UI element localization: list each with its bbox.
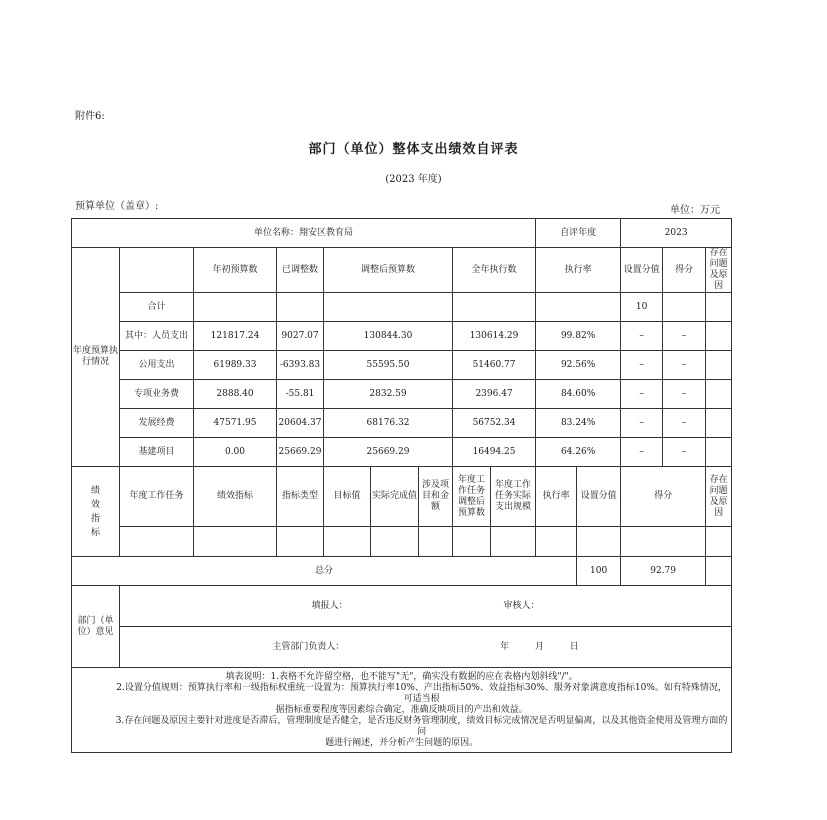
budget-row-score: –: [663, 409, 706, 438]
budget-row-executed: 51460.77: [453, 351, 536, 380]
total-weight: 100: [577, 557, 621, 586]
budget-row-rate: 92.56%: [536, 351, 621, 380]
perf-cell: [277, 527, 324, 557]
budget-row-initial: 47571.95: [194, 409, 277, 438]
budget-row-issue: [706, 351, 732, 380]
performance-section-label: 绩效指标: [72, 467, 120, 557]
perf-header-target: 目标值: [324, 467, 371, 527]
perf-header-weight: 设置分值: [577, 467, 621, 527]
budget-row-weight: –: [621, 351, 663, 380]
eval-year-label: 自评年度: [536, 219, 621, 248]
performance-header-row: [72, 467, 732, 527]
budget-row-adjusted: 25669.29: [277, 438, 324, 467]
date-year-char: 年: [500, 641, 510, 652]
opinion-leader: [120, 627, 732, 668]
budget-row-weight: –: [621, 322, 663, 351]
budget-row-rate: 84.60%: [536, 380, 621, 409]
budget-row-after: 25669.29: [324, 438, 453, 467]
budget-row: [72, 351, 732, 380]
budget-row-score: [663, 293, 706, 322]
budget-row-after: 55595.50: [324, 351, 453, 380]
budget-row-label: 专项业务费: [120, 380, 194, 409]
perf-header-actual: 实际完成值: [371, 467, 419, 527]
budget-item-header: [120, 248, 194, 293]
perf-cell: [706, 527, 732, 557]
budget-row-after: 2832.59: [324, 380, 453, 409]
budget-row-weight: –: [621, 380, 663, 409]
budget-row-adjusted: [277, 293, 324, 322]
perf-cell: [419, 527, 453, 557]
budget-row-initial: 0.00: [194, 438, 277, 467]
budget-row-weight: 10: [621, 293, 663, 322]
budget-row: [72, 380, 732, 409]
opinion-row-1: [72, 586, 732, 627]
budget-row: [72, 322, 732, 351]
budget-row-issue: [706, 409, 732, 438]
budget-row-weight: –: [621, 409, 663, 438]
filler-label: 填报人：: [311, 600, 348, 611]
budget-row-initial: 2888.40: [194, 380, 277, 409]
note-line-3: 据指标重要程度等因素综合确定，准确反映项目的产出和效益。: [275, 704, 528, 715]
leader-label: 主管部门负责人：: [272, 641, 345, 652]
budget-section-label: 年度预算执行情况: [72, 248, 120, 467]
budget-row-issue: [706, 380, 732, 409]
budget-row: [72, 293, 732, 322]
perf-cell: [324, 527, 371, 557]
total-issue: [706, 557, 732, 586]
currency-unit-label: 单位：万元: [670, 205, 720, 216]
perf-cell: [453, 527, 491, 557]
opinion-row-2: [72, 627, 732, 668]
total-label: 总分: [72, 557, 577, 586]
budget-row-issue: [706, 293, 732, 322]
perf-header-type: 指标类型: [277, 467, 324, 527]
budget-row-rate: 83.24%: [536, 409, 621, 438]
budget-row-rate: 99.82%: [536, 322, 621, 351]
budget-header-score: 得分: [663, 248, 706, 293]
budget-header-issue: 存在问题及原因: [706, 248, 732, 293]
budget-header-executed: 全年执行数: [453, 248, 536, 293]
perf-header-project: 涉及项目和金额: [419, 467, 453, 527]
budget-row-initial: 121817.24: [194, 322, 277, 351]
budget-row-label: 公用支出: [120, 351, 194, 380]
perf-header-actual-spend: 年度工作任务实际支出规模: [491, 467, 536, 527]
total-row: [72, 557, 732, 586]
perf-header-rate: 执行率: [536, 467, 577, 527]
budget-row: [72, 438, 732, 467]
budget-row-executed: 16494.25: [453, 438, 536, 467]
budget-header-initial: 年初预算数: [194, 248, 277, 293]
opinion-section-label: 部门（单位）意见: [72, 586, 120, 668]
perf-cell: [536, 527, 577, 557]
budget-header-after: 调整后预算数: [324, 248, 453, 293]
perf-header-adjusted-budget: 年度工作任务调整后预算数: [453, 467, 491, 527]
note-line-2: 2.设置分值规则：预算执行率和一级指标权重统一设置为：预算执行率10%、产出指标50%、效益指标30%、服务对象满意度指标10%。如有特殊情况，可适当根: [116, 682, 727, 704]
total-score: 92.79: [621, 557, 706, 586]
notes-cell: [72, 668, 732, 753]
perf-cell: [491, 527, 536, 557]
attachment-label: 附件6:: [75, 111, 105, 122]
budget-row-rate: [536, 293, 621, 322]
budget-row-after: [324, 293, 453, 322]
budget-header-weight: 设置分值: [621, 248, 663, 293]
budget-row-initial: 61989.33: [194, 351, 277, 380]
budget-row-issue: [706, 438, 732, 467]
budget-row-rate: 64.26%: [536, 438, 621, 467]
perf-cell: [577, 527, 621, 557]
perf-cell: [371, 527, 419, 557]
budget-row-initial: [194, 293, 277, 322]
budget-header-row: [72, 248, 732, 293]
budget-unit-label: 预算单位（盖章）:: [75, 201, 159, 212]
perf-cell: [194, 527, 277, 557]
budget-row-label: 发展经费: [120, 409, 194, 438]
budget-row-executed: [453, 293, 536, 322]
evaluation-table: [71, 218, 732, 753]
budget-row-label: 基建项目: [120, 438, 194, 467]
budget-row-executed: 130614.29: [453, 322, 536, 351]
budget-row-label: 其中：人员支出: [120, 322, 194, 351]
perf-header-task: 年度工作任务: [120, 467, 194, 527]
unit-info-row: [72, 219, 732, 248]
note-line-5: 题进行阐述，并分析产生问题的原因。: [325, 737, 479, 748]
budget-row-score: –: [663, 438, 706, 467]
eval-year-value: 2023: [621, 219, 732, 248]
date-month-char: 月: [534, 641, 544, 652]
perf-header-indicator: 绩效指标: [194, 467, 277, 527]
budget-row-adjusted: -55.81: [277, 380, 324, 409]
note-line-1: 填表说明：1.表格不允许留空格，也不能写"无"，确实没有数据的应在表格内划斜线"/"。: [225, 671, 578, 682]
notes-row: [72, 668, 732, 753]
budget-row-score: –: [663, 322, 706, 351]
opinion-signers: [120, 586, 732, 627]
budget-row-executed: 56752.34: [453, 409, 536, 438]
budget-row: [72, 409, 732, 438]
budget-row-adjusted: -6393.83: [277, 351, 324, 380]
document-year: (2023 年度): [385, 174, 442, 185]
budget-row-score: –: [663, 380, 706, 409]
perf-cell: [621, 527, 706, 557]
budget-row-adjusted: 9027.07: [277, 322, 324, 351]
budget-row-label: 合计: [120, 293, 194, 322]
perf-cell: [120, 527, 194, 557]
budget-row-after: 68176.32: [324, 409, 453, 438]
unit-name-cell: 单位名称：翔安区教育局: [72, 219, 536, 248]
budget-row-adjusted: 20604.37: [277, 409, 324, 438]
note-line-4: 3.存在问题及原因主要针对进度是否滞后，管理制度是否健全，是否违反财务管理制度，绩效目标完成情况是否明显偏离，以及其他资金使用及管理方面的问: [115, 715, 728, 737]
perf-header-score: 得分: [621, 467, 706, 527]
budget-row-weight: –: [621, 438, 663, 467]
budget-row-executed: 2396.47: [453, 380, 536, 409]
budget-header-rate: 执行率: [536, 248, 621, 293]
document-title: 部门（单位）整体支出绩效自评表: [308, 142, 519, 157]
date-day-char: 日: [569, 641, 579, 652]
budget-row-score: –: [663, 351, 706, 380]
budget-row-issue: [706, 322, 732, 351]
budget-header-adjusted: 已调整数: [277, 248, 324, 293]
reviewer-label: 审核人：: [503, 600, 540, 611]
performance-empty-row: [72, 527, 732, 557]
perf-header-issue: 存在问题及原因: [706, 467, 732, 527]
budget-row-after: 130844.30: [324, 322, 453, 351]
